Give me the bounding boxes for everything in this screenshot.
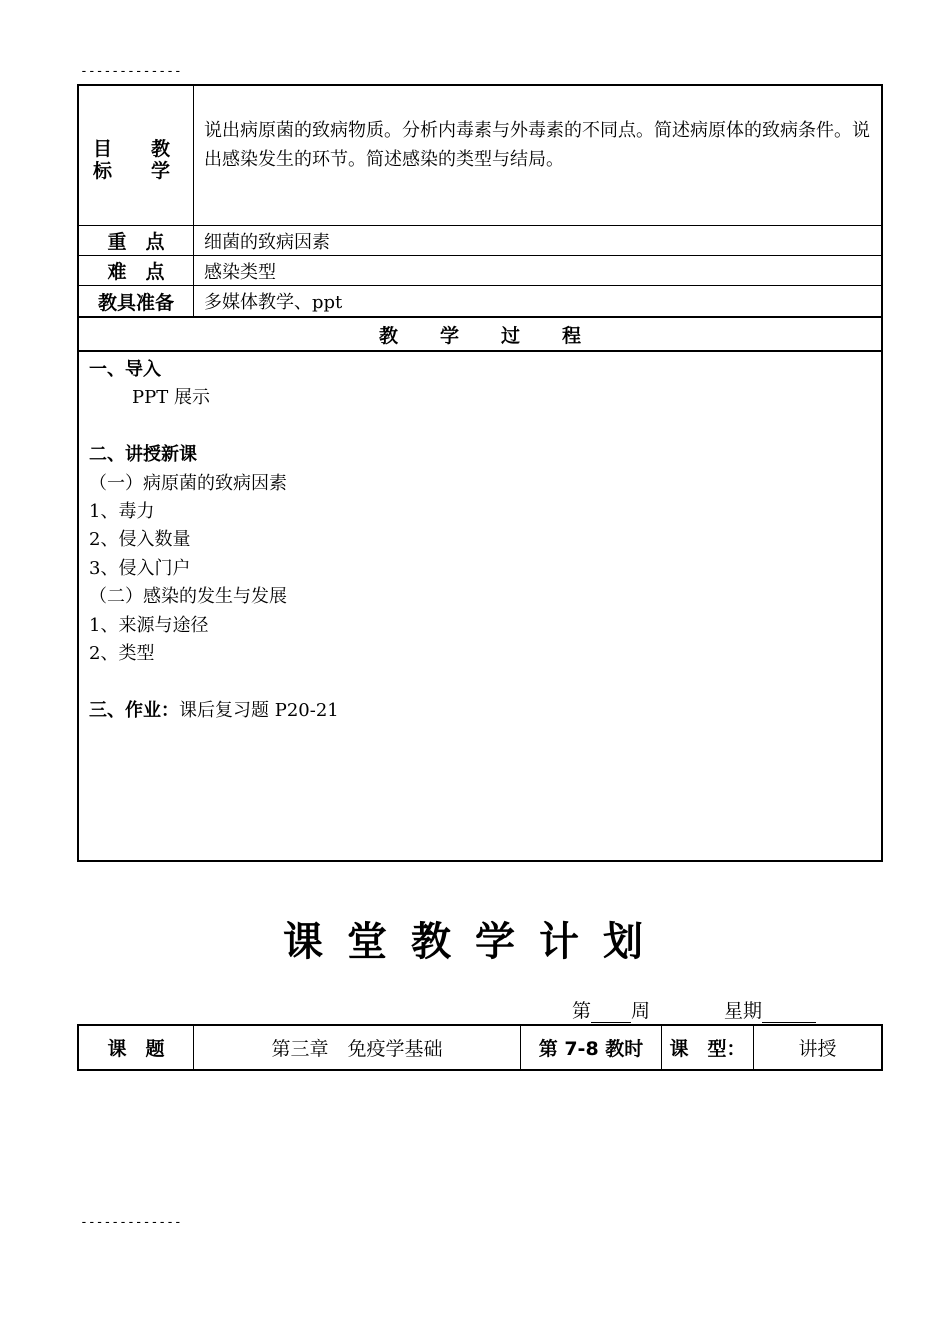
tools-value: 多媒体教学、ppt [204, 292, 343, 313]
list-item: 2、侵入数量 [89, 529, 191, 551]
subsection-heading: （一）病原菌的致病因素 [89, 472, 287, 494]
homework-line [89, 697, 871, 725]
topic-value: 第三章 免疫学基础 [194, 1026, 521, 1069]
difficulty-row [79, 256, 881, 286]
goals-label-char: 学 [151, 160, 171, 182]
weekday-label: 星期 [724, 1000, 763, 1022]
separator-bottom: ------------- [80, 1215, 182, 1230]
separator-top: ------------- [80, 64, 182, 79]
tools-row [79, 286, 881, 316]
lecture-heading: 二、讲授新课 [89, 444, 197, 466]
lesson-info-table [77, 1024, 883, 1071]
difficulty-value: 感染类型 [204, 261, 276, 283]
homework-heading: 三、作业： [89, 699, 179, 721]
topic-label: 课 题 [79, 1026, 194, 1069]
key-point-label: 重 点 [79, 226, 194, 255]
plan-title: 课堂教学计划 [283, 919, 667, 965]
week-line [572, 996, 816, 1023]
goals-row [79, 86, 881, 226]
key-point-value: 细菌的致病因素 [204, 231, 330, 253]
type-label: 课 型： [662, 1026, 754, 1069]
homework-text: 课后复习题 P20-21 [179, 699, 339, 721]
tools-label: 教具准备 [79, 286, 194, 316]
subsection-heading: （二）感染的发生与发展 [89, 586, 287, 608]
intro-heading: 一、导入 [89, 359, 161, 380]
process-content [79, 352, 881, 860]
goals-label [79, 86, 194, 225]
goals-text: 说出病原菌的致病物质。分析内毒素与外毒素的不同点。简述病原体的致病条件。说出感染发生的环节。简述感染的类型与结局。 [204, 120, 870, 170]
list-item: 2、类型 [89, 643, 155, 665]
difficulty-label: 难 点 [79, 256, 194, 285]
goals-label-char: 标 [93, 160, 113, 182]
list-item: 3、侵入门户 [89, 557, 191, 579]
intro-item: PPT 展示 [132, 387, 210, 409]
week-prefix: 第 [572, 1000, 592, 1022]
goals-label-char: 目 [93, 138, 113, 160]
week-number-blank [591, 1002, 631, 1023]
list-item: 1、毒力 [89, 501, 155, 523]
weekday-blank [762, 1002, 816, 1023]
key-point-row [79, 226, 881, 256]
goals-label-char: 教 [151, 138, 171, 160]
type-value: 讲授 [798, 1038, 837, 1060]
week-suffix: 周 [631, 1000, 651, 1022]
lesson-table [77, 84, 883, 862]
list-item: 1、来源与途径 [89, 614, 209, 636]
process-header: 教学过程 [79, 316, 881, 352]
period-value: 第 7-8 教时 [521, 1026, 662, 1069]
